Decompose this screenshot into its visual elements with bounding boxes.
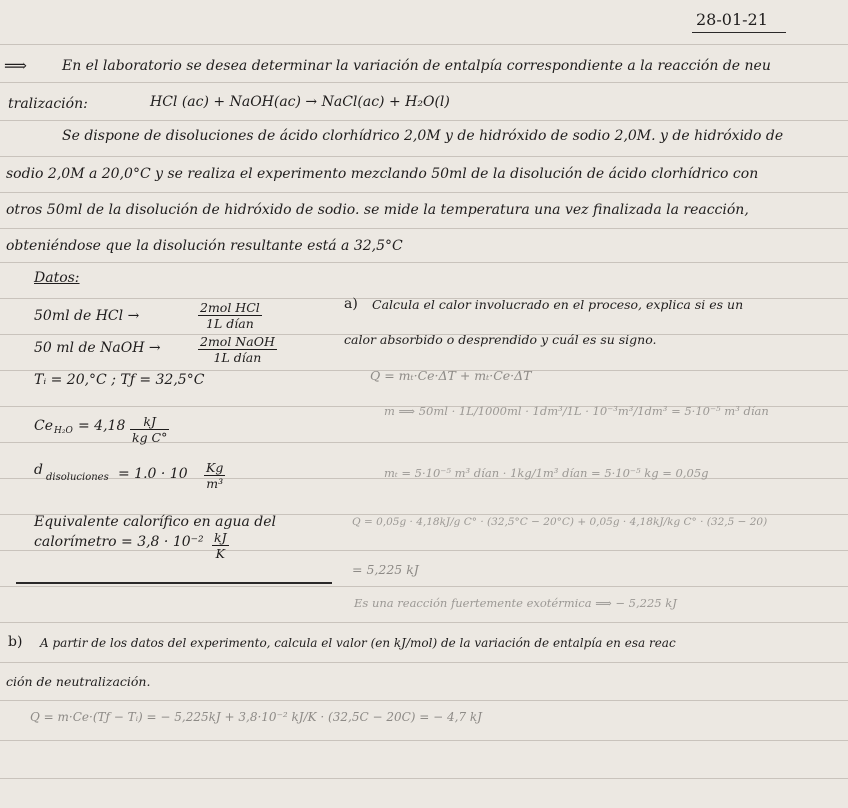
reaction-equation: HCl (ac) + NaOH(ac) → NaCl(ac) + H₂O(l) (150, 94, 450, 110)
datos-hcl-lhs: 50ml de HCl → (34, 308, 140, 324)
datos-temperatures: Tᵢ = 20,°C ; Tƒ = 32,5°C (34, 372, 205, 388)
datos-equiv-den: K (215, 546, 225, 561)
ruled-line (0, 622, 848, 623)
datos-ce-fraction (130, 414, 169, 445)
datos-d-den: m³ (206, 476, 224, 491)
part-a-mt-line: mₜ = 5·10⁻⁵ m³ dían · 1kg/1m³ dían = 5·10⁻⁵ kg = 0,05g (384, 466, 709, 480)
part-a-conclusion: Es una reacción fuertemente exotérmica ⟹ − 5,225 kJ (354, 596, 677, 610)
ruled-line (0, 228, 848, 229)
statement-line-3: Se dispone de disoluciones de ácido clorhídrico 2,0M y de hidróxido de sodio 2,0M. y de hidróxido de (62, 128, 784, 144)
datos-heading: Datos: (34, 270, 80, 286)
ruled-line (0, 662, 848, 663)
datos-naoh-den: 1L dían (213, 350, 262, 365)
part-b-text-1: A partir de los datos del experimento, calcula el valor (en kJ/mol) de la variación de entalpía en esa reac (40, 636, 676, 650)
datos-d-lhs: d (34, 462, 43, 478)
ruled-line (0, 82, 848, 83)
datos-ce-eq: = 4,18 (78, 418, 126, 434)
part-a-q-formula: Q = mₜ·Ce·ΔT + mₜ·Ce·ΔT (370, 368, 532, 383)
part-a-label: a) (344, 296, 358, 312)
datos-naoh-lhs: 50 ml de NaOH → (34, 340, 161, 356)
ruled-line (0, 740, 848, 741)
ruled-line (0, 778, 848, 779)
part-b-equation: Q = m·Ce·(Tƒ − Tᵢ) = − 5,225kJ + 3,8·10⁻² kJ/K · (32,5C − 20C) = − 4,7 kJ (30, 710, 482, 724)
statement-line-1: En el laboratorio se desea determinar la variación de entalpía correspondiente a la reacción de neu (62, 58, 771, 74)
part-a-m-line: m ⟹ 50ml · 1L/1000ml · 1dm³/1L · 10⁻³m³/1dm³ = 5·10⁻⁵ m³ dían (384, 404, 769, 418)
datos-ce-den: kg C° (132, 430, 168, 445)
ruled-line (0, 262, 848, 263)
datos-hcl-num: 2mol HCl (200, 300, 260, 315)
date: 28-01-21 (696, 10, 768, 29)
statement-line-2-prefix: tralización: (8, 96, 88, 112)
statement-line-5: otros 50ml de la disolución de hidróxido de sodio. se mide la temperatura una vez finalizada la reacción, (6, 202, 749, 218)
part-b-text-2: ción de neutralización. (6, 674, 151, 689)
datos-d-num: Kg (206, 460, 224, 475)
date-underline (692, 32, 786, 33)
datos-ce-lhs: Ce (34, 418, 53, 434)
datos-hcl-den: 1L dían (206, 316, 254, 331)
ruled-line (0, 44, 848, 45)
datos-d-eq: = 1.0 · 10 (118, 466, 188, 482)
datos-equiv-num: kJ (214, 530, 227, 545)
datos-d-sub: disoluciones (46, 472, 109, 483)
ruled-line (0, 156, 848, 157)
ruled-line (0, 700, 848, 701)
part-a-result: = 5,225 kJ (352, 562, 419, 577)
datos-naoh-num: 2mol NaOH (200, 334, 275, 349)
datos-d-fraction (204, 460, 225, 491)
datos-equiv-line-2: calorímetro = 3,8 · 10⁻² (34, 534, 204, 550)
ruled-line (0, 192, 848, 193)
datos-equiv-line-1: Equivalente calorífico en agua del (34, 514, 276, 530)
statement-line-6: obteniéndose que la disolución resultante está a 32,5°C (6, 238, 403, 254)
datos-hcl-fraction (198, 300, 262, 331)
ruled-line (0, 120, 848, 121)
ruled-line (0, 442, 848, 443)
datos-divider (16, 582, 332, 584)
arrow-icon: ⟹ (4, 56, 27, 75)
datos-naoh-fraction (198, 334, 277, 365)
datos-ce-num: kJ (130, 414, 169, 430)
datos-equiv-fraction (212, 530, 229, 561)
ruled-line (0, 550, 848, 551)
part-a-text-2: calor absorbido o desprendido y cuál es su signo. (344, 332, 657, 347)
part-a-text-1: Calcula el calor involucrado en el proceso, explica si es un (372, 297, 744, 312)
part-a-q-line: Q = 0,05g · 4,18kJ/g C° · (32,5°C − 20°C) + 0,05g · 4,18kJ/kg C° · (32,5 − 20) (352, 516, 768, 528)
statement-line-4: sodio 2,0M a 20,0°C y se realiza el experimento mezclando 50ml de la disolución de ácido clorhídrico con (6, 166, 759, 182)
ruled-line (0, 586, 848, 587)
part-b-label: b) (8, 634, 23, 650)
datos-ce-sub: H₂O (54, 426, 73, 436)
